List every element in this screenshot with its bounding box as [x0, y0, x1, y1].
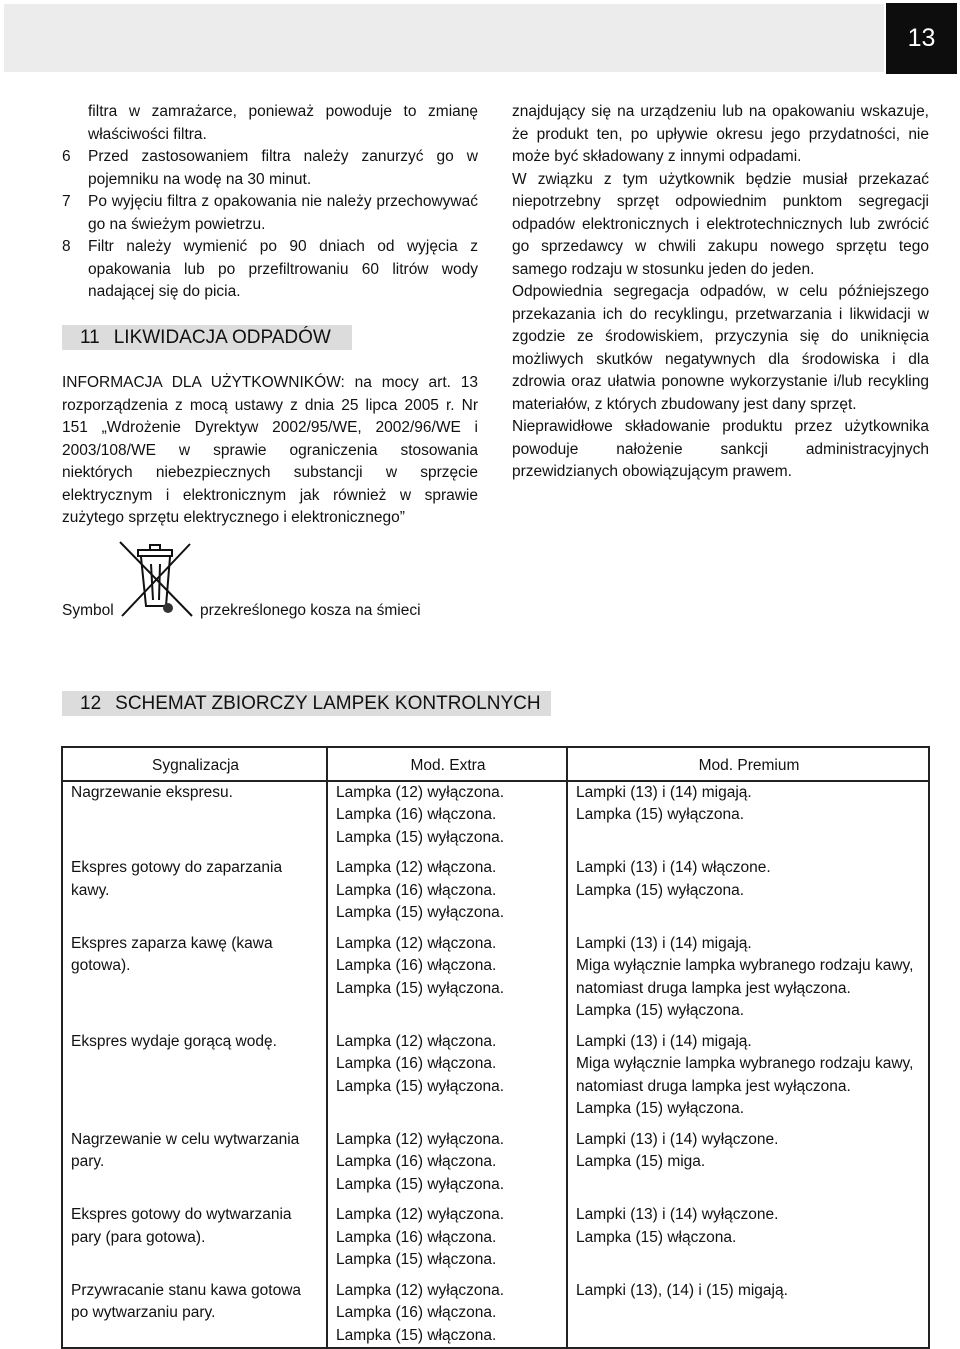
right-column	[512, 101, 929, 484]
lamp-status-line: Lampka (15) wyłączona.	[576, 1002, 744, 1019]
column-header: Sygnalizacja	[62, 747, 327, 781]
list-item	[62, 146, 478, 191]
lamp-status-line: Lampka (12) włączona.	[336, 934, 497, 952]
signal-text: Przywracanie stanu kawa gotowa po wytwarzaniu pary.	[71, 1281, 302, 1321]
waste-info-paragraph: INFORMACJA DLA UŻYTKOWNIKÓW: na mocy art. 13 rozporządzenia z mocą ustawy z dnia 25 lipca 2005 r. Nr 151 „Wdrożenie Dyrektyw 2002/95/WE, 2002/96/WE i 2003/108/WE w sprawie ograniczenia stosowania niektórych niebezpiecznych substancji w sprzęcie elektrycznym i elektronicznym jak również w sprawie zużytego sprzętu elektrycznego i elektronicznego”	[62, 374, 478, 526]
lamp-status-line: Lampka (15) wyłączona.	[336, 1077, 504, 1095]
lamp-status-line: Lampka (15) wyłączona.	[576, 806, 744, 823]
crossed-out-wheelie-bin-icon	[116, 540, 196, 622]
premium-cell	[567, 933, 929, 1031]
list-item	[62, 236, 478, 304]
filter-continuation: filtra w zamrażarce, ponieważ powoduje to zmianę właściwości filtra.	[88, 103, 478, 143]
item-text: Po wyjęciu filtra z opakowania nie należy przechowywać go na świeżym powietrzu.	[88, 193, 478, 233]
table-row	[62, 1031, 929, 1129]
lamp-status-line: Lampka (16) włączona.	[336, 881, 497, 899]
paragraph: Odpowiednia segregacja odpadów, w celu późniejszego przekazania ich do recyklingu, przetwarzania i likwidacji w zgodzie ze środowiskiem, przyczynia się do uniknięcia możliwych skutków negatywnych dla środowiska i dla zdrowia oraz ułatwia ponowne wykorzystanie i/lub recykling materiałów, z których zbudowany jest dany sprzęt.	[512, 283, 929, 413]
extra-cell	[327, 1129, 567, 1205]
lamp-status-line: Lampka (12) wyłączona.	[336, 783, 504, 801]
table-row	[62, 1280, 929, 1349]
lamp-status-line: Lampki (13) i (14) wyłączone.	[576, 1206, 779, 1223]
section-title: SCHEMAT ZBIORCZY LAMPEK KONTROLNYCH	[115, 693, 541, 714]
list-item	[62, 191, 478, 236]
lamp-status-line: Lampka (16) włączona.	[336, 806, 497, 823]
left-column	[62, 101, 478, 304]
item-number: 8	[62, 238, 71, 255]
column-header: Mod. Extra	[327, 747, 567, 781]
signal-cell	[62, 1031, 327, 1129]
lamp-status-line: Lampka (15) wyłączona.	[336, 979, 504, 997]
lamp-status-line: Lampki (13) i (14) migają.	[576, 934, 752, 952]
item-number: 7	[62, 193, 71, 210]
signal-text: Ekspres gotowy do zaparzania kawy.	[71, 859, 283, 899]
section-11-heading	[62, 325, 352, 350]
indicator-lamps-table	[61, 746, 930, 1349]
premium-cell	[567, 1031, 929, 1129]
lamp-status-line: Miga wyłącznie lampka wybranego rodzaju kawy, natomiast druga lampka jest wyłączona.	[576, 957, 914, 997]
lamp-status-line: Lampka (15) wyłączona.	[336, 828, 504, 846]
symbol-label: Symbol	[62, 602, 114, 619]
section-title: LIKWIDACJA ODPADÓW	[113, 327, 331, 348]
premium-cell	[567, 1204, 929, 1280]
signal-cell	[62, 1280, 327, 1349]
signal-cell	[62, 1129, 327, 1205]
extra-cell	[327, 1280, 567, 1349]
column-header: Mod. Premium	[567, 747, 929, 781]
lamp-status-line: Lampka (16) włączona.	[336, 1304, 497, 1321]
lamp-status-line: Lampka (16) włączona.	[336, 957, 497, 974]
signal-cell	[62, 1204, 327, 1280]
premium-cell	[567, 857, 929, 933]
extra-cell	[327, 1031, 567, 1129]
lamp-status-line: Lampka (16) włączona.	[336, 1153, 497, 1170]
table-row	[62, 933, 929, 1031]
signal-cell	[62, 857, 327, 933]
section-number: 11	[80, 327, 100, 348]
lamp-status-line: Lampka (15) włączona.	[576, 1228, 737, 1246]
signal-cell	[62, 933, 327, 1031]
signal-text: Ekspres zaparza kawę (kawa gotowa).	[71, 934, 273, 974]
signal-text: Nagrzewanie w celu wytwarzania pary.	[71, 1130, 300, 1170]
signal-text: Nagrzewanie ekspresu.	[71, 783, 233, 801]
table-row	[62, 1129, 929, 1205]
signal-text: Ekspres wydaje gorącą wodę.	[71, 1032, 277, 1050]
page-number: 13	[886, 3, 957, 74]
paragraph: znajdujący się na urządzeniu lub na opakowaniu wskazuje, że produkt ten, po upływie okresu jego przydatności, nie może być składowany z innymi odpadami.	[512, 103, 929, 165]
extra-cell	[327, 781, 567, 858]
paragraph: W związku z tym użytkownik będzie musiał przekazać niepotrzebny sprzęt odpowiednim punktom segregacji odpadów elektronicznych i elektrotechnicznych lub zwrócić go sprzedawcy w chwili zakupu nowego sprzętu tego samego rodzaju w stosunku jeden do jeden.	[512, 170, 929, 278]
lamp-status-line: Lampka (12) włączona.	[336, 1032, 497, 1050]
lamp-status-line: Lampka (15) wyłączona.	[576, 881, 744, 899]
extra-cell	[327, 857, 567, 933]
lamp-status-line: Lampka (12) wyłączona.	[336, 1130, 504, 1148]
lamp-status-line: Miga wyłącznie lampka wybranego rodzaju kawy, natomiast druga lampka jest wyłączona.	[576, 1055, 914, 1095]
lamp-status-line: Lampka (12) wyłączona.	[336, 1281, 504, 1299]
premium-cell	[567, 1280, 929, 1349]
table-row	[62, 857, 929, 933]
lamp-status-line: Lampka (15) włączona.	[336, 1251, 497, 1268]
lamp-status-line: Lampki (13) i (14) włączone.	[576, 859, 771, 876]
section-number: 12	[80, 693, 102, 714]
lamp-status-line: Lampka (15) miga.	[576, 1153, 706, 1170]
extra-cell	[327, 933, 567, 1031]
item-number: 6	[62, 148, 71, 165]
signal-text: Ekspres gotowy do wytwarzania pary (para gotowa).	[71, 1206, 292, 1246]
header-bar	[4, 4, 884, 72]
table-header-row	[62, 747, 929, 781]
lamp-status-line: Lampka (15) wyłączona.	[576, 1100, 744, 1117]
table-row	[62, 1204, 929, 1280]
symbol-description: przekreślonego kosza na śmieci	[200, 602, 421, 619]
table-row	[62, 781, 929, 858]
lamp-status-line: Lampka (15) wyłączona.	[336, 904, 504, 921]
premium-cell	[567, 781, 929, 858]
lamp-status-line: Lampka (12) włączona.	[336, 859, 497, 876]
item-text: Filtr należy wymienić po 90 dniach od wyjęcia z opakowania lub po przefiltrowaniu 60 litrów wody nadającej się do picia.	[88, 238, 478, 300]
lamp-status-line: Lampka (15) wyłączona.	[336, 1175, 504, 1193]
lamp-status-line: Lampka (16) włączona.	[336, 1228, 497, 1246]
extra-cell	[327, 1204, 567, 1280]
lamp-status-line: Lampki (13) i (14) migają.	[576, 783, 752, 801]
signal-cell	[62, 781, 327, 858]
lamp-status-line: Lampki (13), (14) i (15) migają.	[576, 1281, 788, 1299]
item-text: Przed zastosowaniem filtra należy zanurzyć go w pojemniku na wodę na 30 minut.	[88, 148, 478, 188]
lamp-status-line: Lampka (12) wyłączona.	[336, 1206, 504, 1223]
lamp-status-line: Lampka (15) włączona.	[336, 1326, 497, 1344]
premium-cell	[567, 1129, 929, 1205]
section-12-heading	[62, 691, 551, 716]
lamp-status-line: Lampki (13) i (14) migają.	[576, 1032, 752, 1050]
paragraph: Nieprawidłowe składowanie produktu przez użytkownika powoduje nałożenie sankcji administracyjnych przewidzianych obowiązującym prawem.	[512, 418, 929, 480]
lamp-status-line: Lampka (16) włączona.	[336, 1055, 497, 1072]
lamp-status-line: Lampki (13) i (14) wyłączone.	[576, 1130, 779, 1148]
